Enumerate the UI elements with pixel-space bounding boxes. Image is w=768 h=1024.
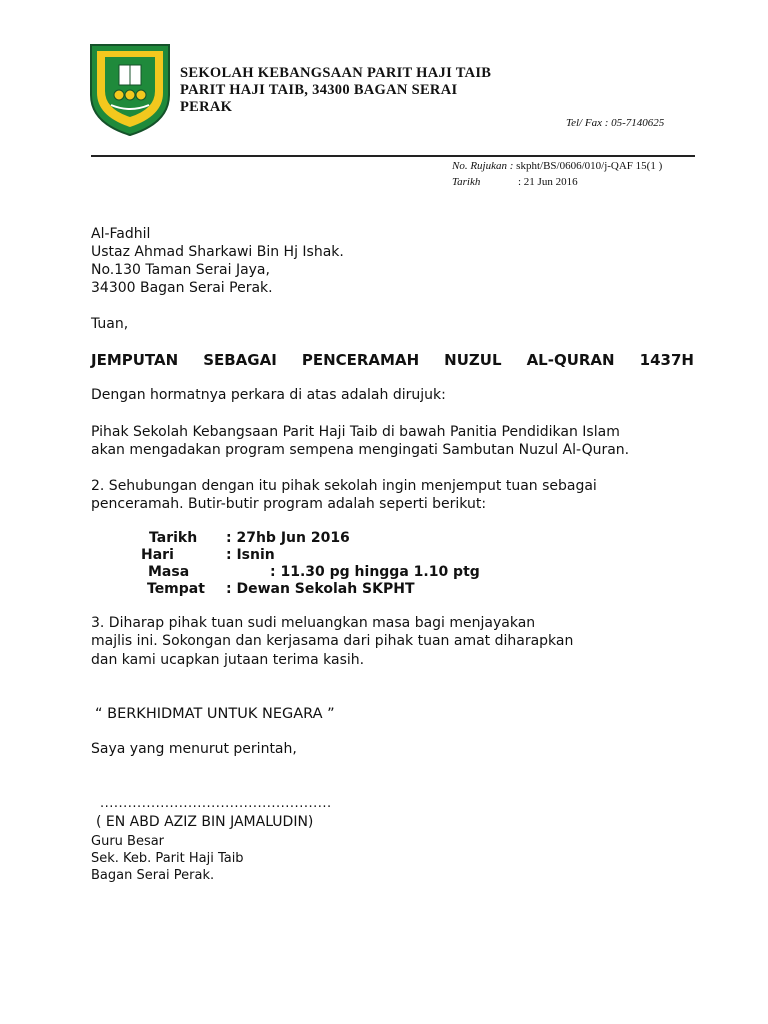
para2-line1: 2. Sehubungan dengan itu pihak sekolah ingin menjemput tuan sebagai: [91, 478, 597, 494]
detail-label-hari: Hari: [141, 547, 174, 563]
para3-line3: dan kami ucapkan jutaan terima kasih.: [91, 652, 365, 668]
school-crest-icon: [89, 43, 171, 137]
subject-word: NUZUL: [444, 351, 502, 369]
reference-date-value: : 21 Jun 2016: [518, 176, 578, 188]
school-address-line1: PARIT HAJI TAIB, 34300 BAGAN SERAI: [180, 82, 458, 98]
school-name: SEKOLAH KEBANGSAAN PARIT HAJI TAIB: [180, 65, 492, 81]
signatory-school: Sek. Keb. Parit Haji Taib: [91, 851, 244, 866]
detail-label-masa: Masa: [148, 564, 190, 580]
signature-line: ..................................................: [100, 796, 332, 811]
subject-word: JEMPUTAN: [91, 351, 179, 369]
reference-number-value: skpht/BS/0606/010/j-QAF 15(1 ): [516, 160, 663, 172]
para1-line2: akan mengadakan program sempena mengingati Sambutan Nuzul Al-Quran.: [91, 442, 630, 458]
reference-date-label: Tarikh: [452, 176, 481, 188]
closing: Saya yang menurut perintah,: [91, 741, 297, 757]
signatory-place: Bagan Serai Perak.: [91, 868, 215, 883]
recipient-line1: Al-Fadhil: [91, 226, 151, 242]
subject-word: AL-QURAN: [526, 351, 615, 369]
detail-value-tempat: : Dewan Sekolah SKPHT: [226, 581, 415, 597]
detail-label-tempat: Tempat: [147, 581, 205, 597]
signatory-name: ( EN ABD AZIZ BIN JAMALUDIN): [96, 814, 314, 830]
subject-word: PENCERAMAH: [301, 351, 420, 369]
recipient-line4: 34300 Bagan Serai Perak.: [91, 280, 273, 296]
para3-line2: majlis ini. Sokongan dan kerjasama dari pihak tuan amat diharapkan: [91, 633, 574, 649]
para3-line1: 3. Diharap pihak tuan sudi meluangkan masa bagi menjayakan: [91, 615, 536, 631]
reference-number-label: No. Rujukan :: [452, 160, 514, 172]
reference-date: [452, 176, 578, 188]
recipient-line2: Ustaz Ahmad Sharkawi Bin Hj Ishak.: [91, 244, 344, 260]
header-divider: [91, 155, 695, 157]
reference-number: [452, 160, 662, 172]
intro-text: Dengan hormatnya perkara di atas adalah dirujuk:: [91, 387, 446, 403]
signatory-title: Guru Besar: [91, 834, 165, 849]
motto: “ BERKHIDMAT UNTUK NEGARA ”: [95, 706, 335, 722]
detail-value-hari: : Isnin: [226, 547, 275, 563]
detail-label-tarikh: Tarikh: [149, 530, 198, 546]
para2-line2: penceramah. Butir-butir program adalah seperti berikut:: [91, 496, 487, 512]
subject-word: 1437H: [639, 351, 694, 369]
detail-value-masa: : 11.30 pg hingga 1.10 ptg: [270, 564, 480, 580]
school-address-line2: PERAK: [180, 99, 233, 115]
detail-value-tarikh: : 27hb Jun 2016: [226, 530, 350, 546]
salutation: Tuan,: [91, 316, 129, 332]
para1-line1: Pihak Sekolah Kebangsaan Parit Haji Taib di bawah Panitia Pendidikan Islam: [91, 424, 620, 440]
subject-line: [91, 351, 694, 369]
recipient-line3: No.130 Taman Serai Jaya,: [91, 262, 270, 278]
tel-fax: Tel/ Fax : 05-7140625: [566, 117, 665, 129]
subject-word: SEBAGAI: [203, 351, 277, 369]
